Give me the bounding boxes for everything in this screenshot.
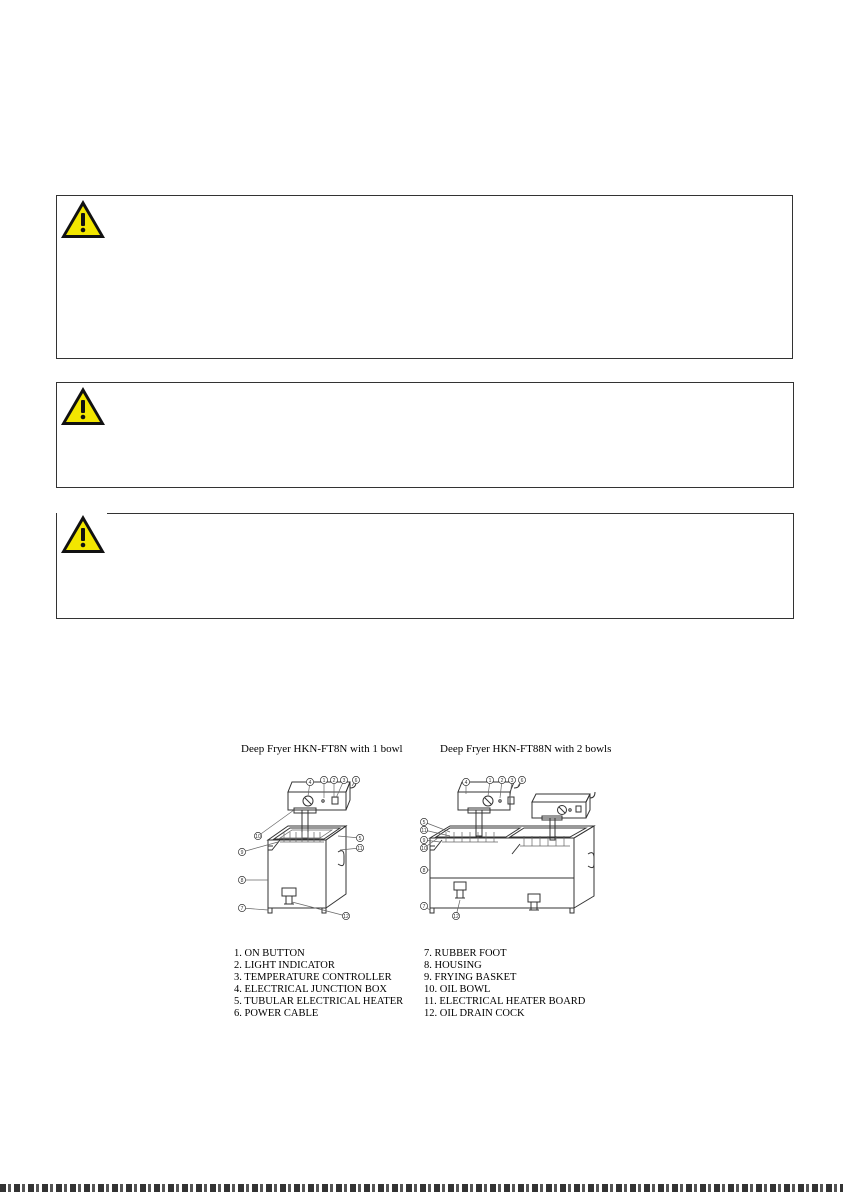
caption-double-bowl: Deep Fryer HKN-FT88N with 2 bowls	[440, 743, 612, 755]
callout-number: 5	[358, 835, 362, 842]
callout-leader	[242, 842, 278, 852]
part-item: 4. ELECTRICAL JUNCTION BOX	[234, 984, 388, 995]
parts-list-left	[234, 948, 403, 1020]
part-item: 5. TUBULAR ELECTRICAL HEATER	[234, 996, 404, 1007]
part-item: 9. FRYING BASKET	[424, 972, 517, 983]
callout-number: 8	[422, 867, 426, 874]
warning-triangle-icon	[59, 385, 107, 427]
part-item: 2. LIGHT INDICATOR	[234, 960, 335, 971]
callout-number: 1	[322, 777, 326, 784]
scan-artifact-strip	[0, 1184, 843, 1192]
part-item: 6. POWER CABLE	[234, 1008, 319, 1019]
callout-number: 2	[500, 777, 504, 784]
callout-number: 11	[357, 845, 363, 852]
callout-number: 2	[332, 777, 336, 784]
callout-number: 12	[343, 913, 349, 920]
part-item: 11. ELECTRICAL HEATER BOARD	[424, 996, 586, 1007]
callout-number: 12	[453, 913, 459, 920]
warning-box-3	[56, 513, 794, 619]
parts-list-right	[424, 948, 585, 1020]
warning-triangle-icon	[59, 198, 107, 240]
warning-box-2	[56, 382, 794, 488]
callout-number: 10	[255, 833, 261, 840]
part-item: 10. OIL BOWL	[424, 984, 491, 995]
callout-number: 3	[510, 777, 514, 784]
part-item: 1. ON BUTTON	[234, 948, 305, 959]
callout-number: 6	[354, 777, 358, 784]
fryer-single-bowl-drawing	[228, 770, 378, 922]
callout-number: 4	[308, 779, 312, 786]
callout-number: 11	[421, 827, 427, 834]
callout-number: 7	[422, 903, 426, 910]
callout-number: 10	[421, 845, 427, 852]
callout-number: 9	[422, 837, 426, 844]
warning-box-1	[56, 195, 793, 359]
fryer-double-bowl-drawing	[410, 770, 606, 922]
callout-number: 9	[240, 849, 244, 856]
callout-number: 3	[342, 777, 346, 784]
callout-number: 1	[488, 777, 492, 784]
callout-number: 7	[240, 905, 244, 912]
callout-number: 5	[422, 819, 426, 826]
part-item: 8. HOUSING	[424, 960, 482, 971]
part-item: 12. OIL DRAIN COCK	[424, 1008, 525, 1019]
part-item: 3. TEMPERATURE CONTROLLER	[234, 972, 392, 983]
warning-triangle-icon	[59, 513, 107, 555]
caption-single-bowl: Deep Fryer HKN-FT8N with 1 bowl	[241, 743, 403, 755]
callout-number: 6	[520, 777, 524, 784]
callout-number: 4	[464, 779, 468, 786]
part-item: 7. RUBBER FOOT	[424, 948, 507, 959]
callout-number: 8	[240, 877, 244, 884]
callout-leader	[292, 902, 346, 916]
